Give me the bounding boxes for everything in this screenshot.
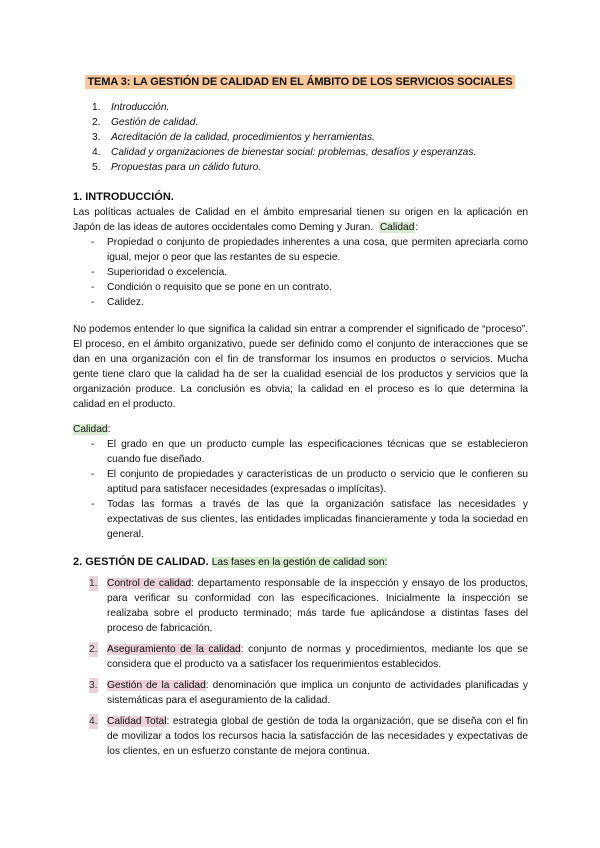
phase-number: 1. <box>89 578 98 589</box>
toc-item <box>92 160 476 175</box>
list-item: - Condición o requisito que se pone en un contrato. <box>73 280 528 295</box>
toc-number: 5. <box>92 162 101 173</box>
colon: : <box>107 424 111 435</box>
process-paragraph-block <box>73 322 528 412</box>
phase-text: : denominación que implica un conjunto de actividades planificadas y sistemáticas para el aseguramiento de la calidad. <box>107 680 528 706</box>
phase-item <box>73 576 528 636</box>
list-item: - El conjunto de propiedades y características de un producto o servicio que le confieren su aptitud para satisfacer necesidades (expresadas o implícitas). <box>73 467 528 497</box>
toc-item <box>92 145 476 160</box>
intro-paragraph <box>73 205 528 235</box>
phase-text: : departamento responsable de la inspección y ensayo de los productos, para verificar su conformidad con las especificaciones. Inicialmente la inspección se realizaba sobre el producto terminado; más tarde fue aplicándose a distintas fases del proceso de fabricación. <box>107 578 528 634</box>
section-heading: 1. INTRODUCCIÓN. <box>73 191 174 203</box>
phase-term: Calidad Total <box>107 716 167 727</box>
toc-text: Calidad y organizaciones de bienestar social: problemas, desafíos y esperanzas. <box>111 147 477 158</box>
highlight-calidad: Calidad <box>379 222 415 233</box>
section-heading <box>73 555 528 570</box>
highlight-phases-intro: Las fases en la gestión de calidad son: <box>211 557 388 568</box>
toc-text: Propuestas para un cálido futuro. <box>111 162 262 173</box>
page-title-text: TEMA 3: LA GESTIÓN DE CALIDAD EN EL ÁMBITO DE LOS SERVICIOS SOCIALES <box>87 76 513 88</box>
phase-number: 3. <box>89 680 98 691</box>
toc-number: 2. <box>92 117 101 128</box>
phase-term: Control de calidad <box>107 578 192 589</box>
calidad-label-line <box>73 422 528 437</box>
section-introduccion <box>73 190 528 310</box>
toc-item <box>92 100 476 115</box>
list-item: - Calidez. <box>73 295 528 310</box>
toc-text: Introducción. <box>111 102 170 113</box>
toc-item <box>92 115 476 130</box>
phase-term: Gestión de la calidad <box>107 680 206 691</box>
toc-item <box>92 130 476 145</box>
toc-number: 1. <box>92 102 101 113</box>
section-gestion <box>73 555 528 765</box>
phase-item <box>73 714 528 759</box>
list-item: - Superioridad o excelencia. <box>73 265 528 280</box>
highlight-calidad-label: Calidad <box>73 424 108 435</box>
table-of-contents <box>92 100 476 175</box>
intro-paragraph-text: Las políticas actuales de Calidad en el ámbito empresarial tienen su origen en la aplicación en Japón de las ideas de autores occidentales como Deming y Juran. <box>73 207 528 233</box>
process-paragraph: No podemos entender lo que significa la calidad sin entrar a comprender el significado de “proceso”. El proceso, en el ámbito organizativo, puede ser definido como el conjunto de interacciones que se dan en una organización con el fin de transformar los insumos en productos o servicios. Mucha gente tiene claro que la calidad ha de ser la cualidad esencial de los productos y servicios que la organización produce. La conclusión es obvia; la calidad en el proceso es lo que determina la calidad en el producto. <box>73 324 528 410</box>
calidad-list <box>73 437 528 542</box>
toc-number: 3. <box>92 132 101 143</box>
section-heading-text: 2. GESTIÓN DE CALIDAD. <box>73 556 209 568</box>
phase-term: Aseguramiento de la calidad <box>107 644 241 655</box>
page-title <box>0 72 600 90</box>
toc-text: Gestión de calidad. <box>111 117 199 128</box>
definition-list <box>73 235 528 310</box>
phase-item <box>73 678 528 708</box>
phase-text: : estrategia global de gestión de toda la organización, que se diseña con el fin de movilizar a todos los recursos hacia la satisfacción de las necesidades y expectativas de los clientes, en un esfuerzo constante de mejora continua. <box>107 716 528 757</box>
list-item: - Todas las formas a través de las que la organización satisface las necesidades y expectativas de sus clientes, las entidades implicadas financieramente y toda la sociedad en general. <box>73 497 528 542</box>
list-item: - El grado en que un producto cumple las especificaciones técnicas que se establecieron cuando fue diseñado. <box>73 437 528 467</box>
phase-number: 2. <box>89 644 98 655</box>
toc-number: 4. <box>92 147 101 158</box>
phase-number: 4. <box>89 716 98 727</box>
toc-text: Acreditación de la calidad, procedimientos y herramientas. <box>111 132 375 143</box>
colon: : <box>415 222 419 233</box>
phase-text: : conjunto de normas y procedimientos, mediante los que se considera que el producto va a satisfacer los requerimientos establecidos. <box>107 644 528 670</box>
phases-list <box>73 576 528 759</box>
phase-item <box>73 642 528 672</box>
calidad-definitions <box>73 422 528 542</box>
list-item: - Propiedad o conjunto de propiedades inherentes a una cosa, que permiten apreciarla como igual, mejor o peor que las restantes de su especie. <box>73 235 528 265</box>
